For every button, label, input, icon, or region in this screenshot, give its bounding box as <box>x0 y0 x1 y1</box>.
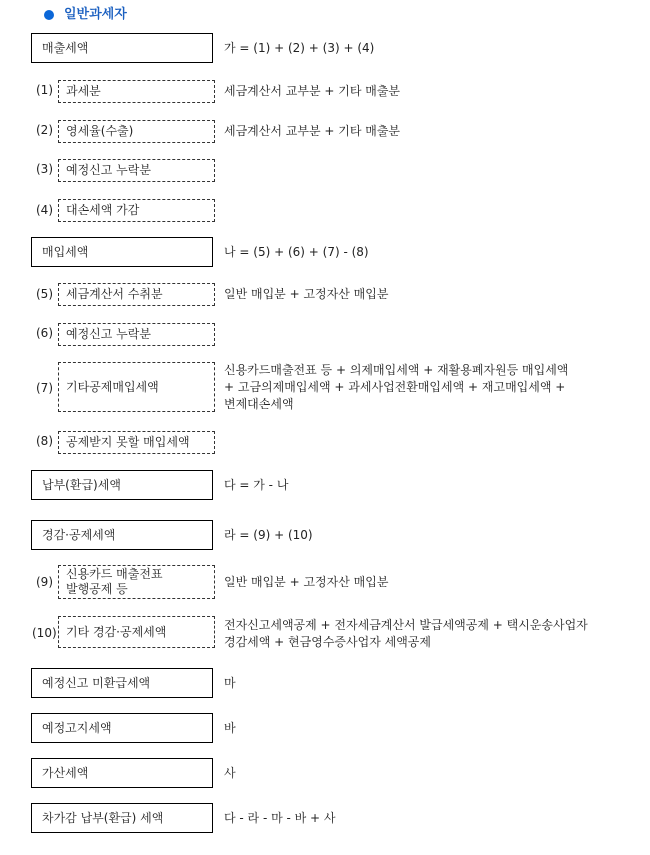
item-6-box: 예정신고 누락분 <box>58 323 215 346</box>
unpaid-prelim-formula: 마 <box>224 676 236 690</box>
item-4-number: (4) <box>36 203 53 217</box>
purchase-tax-formula: 나 = (5) + (6) + (7) - (8) <box>224 245 369 259</box>
item-1-box: 과세분 <box>58 80 215 103</box>
item-7-formula-line-2: + 고금의제매입세액 + 과세사업전환매입세액 + 재고매입세액 + <box>224 380 566 394</box>
item-7-formula-line-1: 신용카드매출전표 등 + 의제매입세액 + 재활용폐자원등 매입세액 <box>224 363 569 377</box>
item-10-formula-line-2: 경감세액 + 현금영수증사업자 세액공제 <box>224 635 431 649</box>
item-10-number: (10) <box>32 626 57 640</box>
item-9-box <box>58 565 215 599</box>
sales-tax-box: 매출세액 <box>31 33 213 63</box>
item-10-formula-line-1: 전자신고세액공제 + 전자세금계산서 발급세액공제 + 택시운송사업자 <box>224 618 588 632</box>
deduction-tax-formula: 라 = (9) + (10) <box>224 528 313 542</box>
item-9-label-line-2: 발행공제 등 <box>66 582 128 596</box>
payable-tax-box: 납부(환급)세액 <box>31 470 213 500</box>
bullet-dot-icon <box>44 10 54 20</box>
penalty-box: 가산세액 <box>31 758 213 788</box>
item-9-number: (9) <box>36 575 53 589</box>
item-3-number: (3) <box>36 162 53 176</box>
item-8-box: 공제받지 못할 매입세액 <box>58 431 215 454</box>
payable-tax-formula: 다 = 가 - 나 <box>224 478 289 492</box>
item-5-box: 세금계산서 수취분 <box>58 283 215 306</box>
section-title-text: 일반과세자 <box>64 7 127 22</box>
item-6-number: (6) <box>36 326 53 340</box>
item-9-formula: 일반 매입분 + 고정자산 매입분 <box>224 575 389 589</box>
item-5-number: (5) <box>36 287 53 301</box>
item-5-formula: 일반 매입분 + 고정자산 매입분 <box>224 287 389 301</box>
prelim-notice-box: 예정고지세액 <box>31 713 213 743</box>
item-8-number: (8) <box>36 434 53 448</box>
deduction-tax-box: 경감·공제세액 <box>31 520 213 550</box>
final-tax-formula: 다 - 라 - 마 - 바 + 사 <box>224 811 336 825</box>
item-2-box: 영세율(수출) <box>58 120 215 143</box>
item-2-number: (2) <box>36 123 53 137</box>
item-2-formula: 세금계산서 교부분 + 기타 매출분 <box>224 124 401 138</box>
unpaid-prelim-box: 예정신고 미환급세액 <box>31 668 213 698</box>
item-3-box: 예정신고 누락분 <box>58 159 215 182</box>
sales-tax-formula: 가 = (1) + (2) + (3) + (4) <box>224 41 375 55</box>
item-7-formula <box>224 362 568 413</box>
final-tax-box: 차가감 납부(환급) 세액 <box>31 803 213 833</box>
item-7-box: 기타공제매입세액 <box>58 362 215 412</box>
item-10-formula <box>224 617 588 651</box>
item-10-box: 기타 경감·공제세액 <box>58 616 215 648</box>
item-4-box: 대손세액 가감 <box>58 199 215 222</box>
prelim-notice-formula: 바 <box>224 721 236 735</box>
penalty-formula: 사 <box>224 766 236 780</box>
purchase-tax-box: 매입세액 <box>31 237 213 267</box>
item-7-formula-line-3: 변제대손세액 <box>224 397 294 411</box>
item-7-number: (7) <box>36 381 53 395</box>
item-1-formula: 세금계산서 교부분 + 기타 매출분 <box>224 84 401 98</box>
item-1-number: (1) <box>36 83 53 97</box>
item-9-label-line-1: 신용카드 매출전표 <box>66 567 163 581</box>
